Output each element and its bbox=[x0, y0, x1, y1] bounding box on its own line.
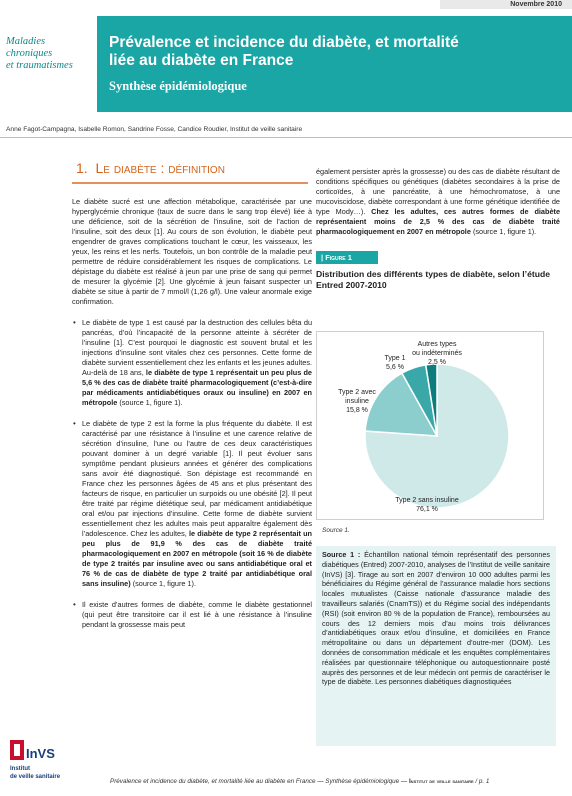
title-band bbox=[97, 16, 572, 112]
title-line-2: liée au diabète en France bbox=[109, 52, 294, 69]
slice-label-2: 5,6 % bbox=[386, 364, 404, 371]
title-line-1: Prévalence et incidence du diabète, et mortalité bbox=[109, 34, 459, 51]
svg-text:InVS: InVS bbox=[26, 746, 55, 761]
section-heading: Le diabète : définition bbox=[95, 160, 225, 176]
intro-paragraph: Le diabète sucré est une affection métabolique, caractérisée par une hyperglycémie chronique (taux de sucre dans le sang trop élevé) liée à une déficience, soit de la sécrétion de l’insuline, soit de l’action de l’insuline, soit des deux [1]. Au cours de son évolution, le diabète peut engendrer de graves complications touchant le cœur, les vaisseaux, les yeux, les reins et les nerfs. Toutefois, un bon contrôle de la maladie peut permettre de réduire considérablement les risques de complications. Le dépistage du diabète est réalisé à jeun par une prise de sang qui permet de mesurer la glycémie [2]. Une glycémie à jeun faisant suspecter un diabète se situe à partir de 7 mmol/l (1,26 g/l). Une valeur anormale exige confirmation. bbox=[72, 196, 312, 306]
subtitle: Synthèse épidémiologique bbox=[109, 79, 247, 93]
bullet-text: Il existe d’autres formes de diabète, comme le diabète gestationnel (qui peut être transitoire car il est lié à une résistance à l’insuline pendant la grossesse mais peut bbox=[82, 599, 312, 629]
invs-logo bbox=[6, 738, 70, 782]
bullet-text: Le diabète de type 2 est la forme la plus fréquente du diabète. Il est caractérisé par une résistance à l’insuline et une carence relative de sécrétion d’insuline, l’une ou l’autre de ces deux caractéristiques pouvant dominer à un degré variable [1]. Il peut évoluer sans symptôme pendant plusieurs années et générer des complications sans avoir été diagnostiqué. Son dépistage est recommandé en France chez les personnes âgées de 45 ans et plus présentant des facteurs de risque, en particulier un surpoids ou une obésité [2]. Il peut être traité par régime diététique seul, par médicament antidiabétique oral et/ou par injections d’insuline. Cette forme de diabète survient essentiellement chez les adultes mais peut apparaître également dès l’adolescence. Chez les adultes, bbox=[82, 418, 312, 538]
bullet-icon: • bbox=[73, 317, 76, 327]
authors: Anne Fagot-Campagna, Isabelle Romon, Sandrine Fosse, Candice Roudier, Institut de veille sanitaire bbox=[6, 126, 303, 133]
category-line: et traumatismes bbox=[6, 60, 73, 71]
page-footer bbox=[110, 778, 489, 785]
slice-label-1: 15,8 % bbox=[346, 407, 368, 414]
footer-text: Prévalence et incidence du diabète, et mortalité liée au diabète en France — Synthèse épidémiologique — bbox=[110, 778, 408, 785]
para-text: également persister après la grossesse) ou des cas de diabète résultant de conditions spécifiques ou génétiques (diabètes secondaires à la prise de corticoïdes, à une pancréatite, à une hémochromatose, à une mucoviscidose, diabète correspondant à une forme génétique identifiée de type Mody…). bbox=[316, 167, 560, 216]
logo-icon bbox=[6, 738, 70, 782]
slice-label-1: insuline bbox=[345, 398, 369, 405]
category-line: chroniques bbox=[6, 48, 53, 59]
source-label: Source 1 : bbox=[322, 550, 361, 559]
slice-label-3: ou indéterminés bbox=[412, 350, 462, 357]
para-end: (source 1, figure 1). bbox=[472, 227, 537, 236]
source-text: Échantillon national témoin représentatif des personnes diabétiques (Entred) 2007-2010, analyses de l’Institut de veille sanitaire (InVS) [3]. Tirage au sort en 2007 d’environ 10 000 adultes parmi les bénéficiaires du Régime général de l’assurance maladie hors sections locales mutualistes (Caisse nationale d’assurance maladie des travailleurs salariés (CnamTS)) et du Régime social des indépendants (RSI) (soit environ 80 % de la population de France), remboursées au cours des 12 derniers mois d’au moins trois délivrances d’antidiabétiques oraux et/ou d’insuline, et domiciliées en France métropolitaine ou dans un département d’outre-mer (DOM). Les données de consommation médicale et les enquêtes complémentaires réalisées par questionnaire téléphonique ou autoquestionnaire posté auprès des personnes et de leur médecin ont permis de caractériser le type de diabète. Les personnes diabétiques diagnostiquées bbox=[322, 550, 550, 687]
bullet-end: (source 1, figure 1). bbox=[119, 397, 183, 407]
category-label bbox=[0, 16, 97, 112]
source-box bbox=[316, 546, 556, 746]
section-underline bbox=[72, 182, 308, 184]
figure-title: Distribution des différents types de diabète, selon l’étude Entred 2007-2010 bbox=[316, 269, 550, 290]
bullet-end: (source 1, figure 1). bbox=[132, 578, 196, 588]
slice-label-0: 76,1 % bbox=[416, 506, 438, 513]
figure-source: Source 1. bbox=[322, 527, 350, 534]
right-column bbox=[316, 167, 560, 291]
bullet-bold: le diabète de type 2 représentait un peu plus de 91,9 % des cas de diabète traité pharmacologiquement en 2007 en métropole (soit 16 % de diabète de type 2 traités par insuline avec ou sans antidiabétique oral et 76 % de cas de diabète de type 2 traité par antidiabétique oral sans insuline) bbox=[82, 528, 313, 588]
list-item bbox=[72, 419, 312, 589]
divider bbox=[0, 137, 572, 138]
pie-chart-box bbox=[316, 331, 544, 520]
bullet-text: Le diabète de type 1 est causé par la destruction des cellules bêta du pancréas, d’où l’incapacité de la personne atteinte à sécréter de l’insuline [1]. C’est pourquoi le diagnostic est souvent brutal et les injections d’insuline sont vitales chez ces personnes. Cette forme de diabète survient essentiellement chez les enfants et les jeunes adultes. Au-delà de 18 ans, bbox=[82, 317, 312, 377]
footer-org: Institut de veille sanitaire bbox=[408, 778, 474, 785]
figure-label: | Figure 1 bbox=[316, 251, 378, 264]
list-item bbox=[72, 600, 312, 630]
bullet-icon: • bbox=[73, 418, 76, 428]
svg-text:Institut: Institut bbox=[10, 766, 30, 772]
section-number: 1. bbox=[76, 160, 88, 176]
slice-label-2: Type 1 bbox=[384, 355, 406, 362]
left-column bbox=[72, 160, 312, 630]
svg-text:de veille sanitaire: de veille sanitaire bbox=[10, 774, 61, 780]
slice-label-3: 2,5 % bbox=[428, 359, 446, 366]
list-item bbox=[72, 318, 312, 408]
publication-date: Novembre 2010 bbox=[440, 0, 572, 9]
category-line: Maladies bbox=[6, 36, 46, 47]
slice-label-1: Type 2 avec bbox=[338, 389, 376, 396]
slice-label-0: Type 2 sans insuline bbox=[395, 497, 459, 504]
section-title bbox=[76, 160, 312, 176]
para-bold: Chez les adultes, ces autres formes de diabète représentaient moins de 2,5 % des cas de diabète traité pharmacologiquement en 2007 en métropole bbox=[316, 207, 560, 236]
slice-label-3: Autres types bbox=[417, 341, 457, 348]
bullet-bold: le diabète de type 1 représentait un peu plus de 5,6 % des cas de diabète traité pharmacologiquement (c’est-à-dire par médicaments antidiabétiques oraux ou insuline) en 2007 en métropole bbox=[82, 367, 312, 407]
page-number: / p. 1 bbox=[475, 778, 490, 785]
pie-chart bbox=[317, 332, 543, 519]
bullet-icon: • bbox=[73, 599, 76, 609]
page-header bbox=[0, 16, 572, 112]
